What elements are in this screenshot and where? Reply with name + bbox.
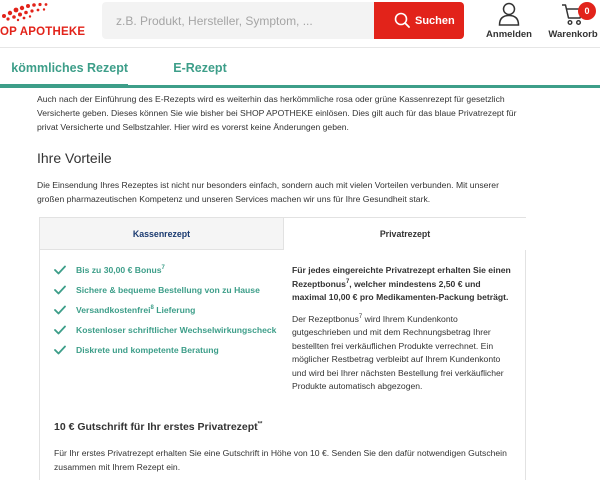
checkmark-icon [54, 325, 66, 335]
cart-button[interactable] [546, 2, 600, 44]
benefit-text: Sichere & bequeme Bestellung von zu Hause [76, 285, 260, 295]
tab-active-indicator [0, 84, 128, 88]
benefit-item [54, 344, 284, 356]
logo-text[interactable]: OP APOTHEKE [0, 26, 86, 38]
privatrezept-description [292, 264, 514, 402]
footnote-marker: 7 [358, 313, 363, 320]
checkmark-icon [54, 265, 66, 275]
search-button-label: Suchen [415, 15, 455, 27]
prescription-tabs [0, 48, 600, 88]
benefit-item [54, 284, 284, 296]
search-button[interactable] [374, 2, 464, 39]
tab-kassenrezept[interactable]: Kassenrezept [40, 218, 284, 250]
benefits-list [54, 264, 284, 364]
search-box [102, 2, 464, 39]
benefit-text-suffix: Lieferung [153, 305, 196, 315]
tab-e-rezept[interactable]: E-Rezept [173, 61, 227, 75]
checkmark-icon [54, 305, 66, 315]
tab-privatrezept[interactable]: Privatrezept [284, 218, 526, 250]
rezept-panel [39, 217, 526, 480]
footnote-marker: ** [257, 421, 263, 428]
footnote-marker: 7 [161, 265, 165, 272]
gutschrift-heading: 10 € Gutschrift für Ihr erstes Privatrezept** [54, 421, 263, 433]
search-input[interactable] [102, 2, 374, 39]
vorteile-heading: Ihre Vorteile [37, 150, 112, 166]
vorteile-text: Die Einsendung Ihres Rezeptes ist nicht nur besonders einfach, sondern auch mit vielen Vorteilen verbunden. Mit unserer großen pharmazeutischen Kompetenz und unseren Services machen wir uns für Ihre Gesundheit stark. [37, 180, 499, 204]
site-header [0, 0, 600, 48]
account-label: Anmelden [486, 29, 532, 40]
cart-count-badge: 0 [578, 2, 596, 20]
benefit-item [54, 304, 284, 316]
search-icon [394, 12, 410, 28]
intro-section [37, 92, 527, 134]
user-icon [498, 2, 520, 26]
footnote-marker: 8 [150, 305, 154, 312]
checkmark-icon [54, 345, 66, 355]
intro-text: Auch nach der Einführung des E-Rezepts wird es weiterhin das herkömmliche rosa oder grüne Kassenrezept für gesetzlich Versicherte geben. Dieses können Sie wie bisher bei SHOP APOTHEKE einlösen. Dies gilt auch für das blaue Privatrezept für privat Versicherte und Selbstzahler. Hier wird es vorerst keine Änderungen geben. [37, 94, 517, 132]
benefit-text: Diskrete und kompetente Beratung [76, 345, 219, 355]
tab-herkoemmliches-rezept[interactable]: kömmliches Rezept [11, 61, 128, 75]
cart-label: Warenkorb [548, 29, 598, 40]
benefit-text: Bis zu 30,00 € Bonus [76, 265, 162, 275]
benefit-item [54, 324, 284, 336]
footnote-marker: 7 [345, 278, 350, 285]
gutschrift-text: Für Ihr erstes Privatrezept erhalten Sie eine Gutschrift in Höhe von 10 €. Senden Sie den dafür notwendigen Gutschein zusammen mit Ihrem Rezept ein. [54, 448, 507, 472]
benefit-item [54, 264, 284, 276]
bonus-summary: Für jedes eingereichte Privatrezept erhalten Sie einen Rezeptbonus$^7$, welcher mindestens 2,50 € und maximal 10,00 € pro Medikamenten-Packung beträgt. [292, 265, 511, 302]
benefit-text: Kostenloser schriftlicher Wechselwirkungscheck [76, 325, 277, 335]
account-button[interactable] [484, 2, 534, 44]
logo-dots-icon [0, 2, 60, 22]
bonus-details: Der Rezeptbonus$^7$ wird Ihrem Kundenkonto gutgeschrieben und mit dem Rechnungsbetrag Ihrer bestellten frei verkäuflichen Produkte verrechnet. Ein möglicher Restbetrag verbleibt auf Ihrem Kundenkonto und wird bei Ihrer nächsten Bestellung frei verkäuflicher Produkte automatisch abgezogen. [292, 313, 504, 391]
benefit-text: Versandkostenfrei [76, 305, 151, 315]
checkmark-icon [54, 285, 66, 295]
